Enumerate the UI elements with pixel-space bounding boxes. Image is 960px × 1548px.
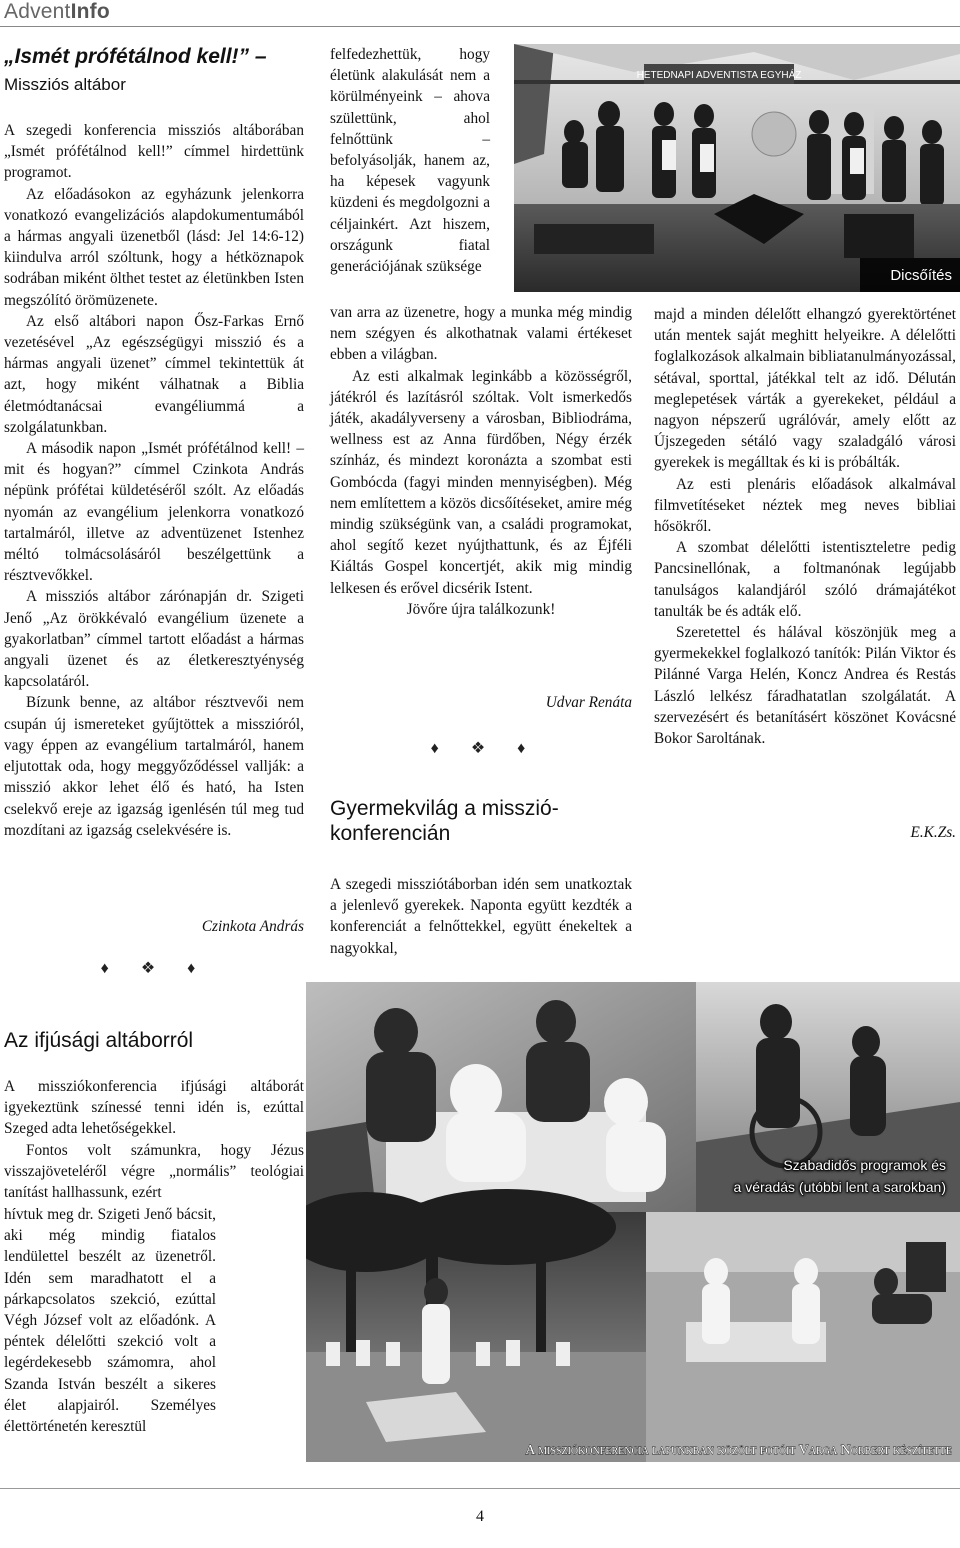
- footer-rule: [0, 1488, 960, 1489]
- article1-author: Czinkota András: [201, 918, 304, 935]
- article-subtitle-missziós: Missziós altábor: [4, 75, 126, 94]
- collage-caption-line2: a véradás (utóbbi lent a sarokban): [733, 1179, 946, 1195]
- article3-intro: [330, 874, 632, 959]
- article2-col2-wide: [330, 302, 632, 620]
- article-title-ifjusagi: Az ifjúsági altáborról: [4, 1029, 194, 1052]
- article1-paragraph: Bízunk benne, az altábor résztvevői nem csupán új ismereteket gyűjtöttek a misszióról, vagy éppen az evangélium tartalmáról, hanem eljutottak oda, hogy meggyőződéssel vallják: a misszió akkor lehet élő és ható, ha Isten cselekvő ereje az igazság igenlésén túl meg tud mozdítani az igazság cselekvésére is.: [4, 694, 304, 839]
- article1-paragraph: Az előadásokon az egyházunk jelenkorra vonatkozó evangelizációs alapdokumentumából a hármas angyali üzenetből (lásd: Jel 14:6-12) kiindulva arról szóltunk, hogy a hétköznapok sodrában miként ölthet testet az életünkben Isten megszólító örömüzenete.: [4, 185, 304, 309]
- article2-paragraph: hívtuk meg dr. Szigeti Jenő bácsit, aki még mindig fiatalos lendülettel beszélt az üzenetről. Idén sem maradhatott el a párkapcsolatos szekció, ezúttal Végh József volt az előadónk. A péntek délelőtti szekció volt a legérdekesebb számomra, ahol Szanda István beszélt a sikeres élet alapjairól. Személyes élettörténetén keresztül: [4, 1206, 216, 1436]
- article3-title-line: konferencián: [330, 822, 451, 845]
- article1-paragraph: A missziós altábor zárónapján dr. Szigeti Jenő „Az örökkévaló evangélium üzenete a gyakorlatban” címmel tartott előadást a hármas angyali üzenet és az életkeresztyénység kapcsolatáról.: [4, 588, 304, 691]
- magazine-brand: AdventInfo: [4, 0, 110, 23]
- article2-intro: [4, 1076, 304, 1203]
- article2-paragraph: Az esti alkalmak leginkább a közösségről, játékról és lazításról szóltak. Volt ismerkedős játék, akadályverseny a városban, Bibliodráma, wellness est az Anna fürdőben, Négy érzék színház, és mindezt koronázta a szombat esti Gombócda (fagyi minden mennyiségben). Még nem említettem a közös dicsőítéseket, amire még mindig szükségünk van, a családi programokat, ahol segítő kezet nyújthattunk, és az Éjféli Kiáltás Gospel koncertjét, akik mig mindig lelkesen és erővel dicsérik Istent.: [330, 367, 632, 597]
- collage-photo: [306, 982, 960, 1462]
- article1-paragraph: A második napon „Ismét prófétálnod kell! – mit és hogyan?” címmel Czinkota András népünk prófétai küldetéséről szólt. Az előadás nyomán az evangélium jelenkorra vonatkozó tartalmáról, illetve az adventüzenet Istenhez méltó tolmácsolásáról beszélgettünk a résztvevőkkel.: [4, 440, 304, 585]
- stage-photo: [514, 44, 960, 292]
- article3-author: E.K.Zs.: [910, 824, 956, 841]
- article2-paragraph: van arra az üzenetre, hogy a munka még mindig nem szégyen és alkothatnak valami értékeset ebben a világban.: [330, 304, 632, 364]
- article2-author: Udvar Renáta: [545, 694, 632, 711]
- article1-body: [4, 120, 304, 841]
- article3-col3: [654, 304, 956, 749]
- article3-paragraph: Szeretettel és hálával köszönjük meg a gyermekekkel foglalkozó tanítók: Pilán Viktor és Pilánné Varga Helén, Koncz Andrea és Restás László lelkész fáradhatatlan szolgálatát. A szervezésért és betanításért köszönet Kovácsné Bokor Saroltának.: [654, 624, 956, 748]
- article2-paragraph: felfedezhettük, hogy életünk alakulását nem a körülményeink – ahova születtünk, ahol felnőttünk – befolyásolják, hanem az, ha képesek vagyunk küzdeni és megdolgozni a céljainkért. Azt hiszem, országunk fiatal generációjának szüksége: [330, 46, 490, 276]
- article3-paragraph: Az esti plenáris előadások alkalmával filmvetítéseket néztek meg neves bibliai hősökről.: [654, 475, 956, 536]
- article2-paragraph: Jövőre újra találkozunk!: [406, 600, 556, 618]
- article-title-ismet: „Ismét prófétálnod kell!” –: [4, 45, 267, 68]
- section-separator: ♦ ❖ ♦: [430, 740, 540, 757]
- stage-banner-text: HETEDNAPI ADVENTISTA EGYHÁZ: [636, 70, 802, 81]
- article3-title-line: Gyermekvilág a misszió-: [330, 797, 559, 820]
- photo-credit: A missziókonferencia lapunkban közölt fotóit Varga Norbert készítette: [525, 1443, 952, 1458]
- section-separator: ♦ ❖ ♦: [100, 960, 210, 977]
- article3-paragraph: majd a minden délelőtt elhangzó gyerektörténet után mentek saját meghitt helyeikre. A délelőtti foglalkozások alkalmain bibliatanulmányozással, sétával, sporttal, játékkal telt az idő. Délután meglepetések várták a gyerekeket, például a nagyon népszerű ugrálóvár, amely előtt az Újszegeden sétáló vagy szaladgáló városi gyerekek is megálltak és ki is próbálták.: [654, 306, 956, 472]
- article2-paragraph: A missziókonferencia ifjúsági altáborát igyekeztünk színessé tenni idén is, ezúttal Szeged adta lehetőségekkel.: [4, 1078, 304, 1138]
- collage-caption-line1: Szabadidős programok és: [783, 1157, 946, 1173]
- page-number: 4: [476, 1508, 484, 1525]
- article1-paragraph: Az első altábori napon Ősz-Farkas Ernő vezetésével „Az egészségügyi misszió és a hármas angyali üzenet” címmel tekintettük át azt, hogy miként válhatnak a Biblia életmódtanácsai evangéliummá a szolgálatunkban.: [4, 312, 304, 436]
- article2-col2-narrow: [330, 44, 490, 277]
- page-header: [0, 0, 960, 27]
- article2-narrow-text: [4, 1204, 216, 1437]
- article1-paragraph: A szegedi konferencia missziós altáborában „Ismét prófétálnod kell!” címmel hirdettünk programot.: [4, 122, 304, 182]
- stage-photo-caption: Dicsőítés: [890, 267, 952, 284]
- article3-paragraph: A szombat délelőtti istentiszteletre pedig Pancsinellónak, a foltmanónak legújabb tanulságos kalandjáról szóló drámajátékot tanulták be és adták elő.: [654, 539, 956, 620]
- article3-paragraph: A szegedi missziótáborban idén sem unatkoztak a jelenlevő gyerekek. Naponta együtt kezdték a konferenciát a felnőttekkel, együtt énekeltek a nagyokkal,: [330, 876, 632, 957]
- article-title-gyermekvilag: [330, 796, 632, 846]
- article2-paragraph: Fontos volt számunkra, hogy Jézus visszajöveteléről végre „normális” teológiai tanítást hallhassunk, ezért: [4, 1141, 304, 1202]
